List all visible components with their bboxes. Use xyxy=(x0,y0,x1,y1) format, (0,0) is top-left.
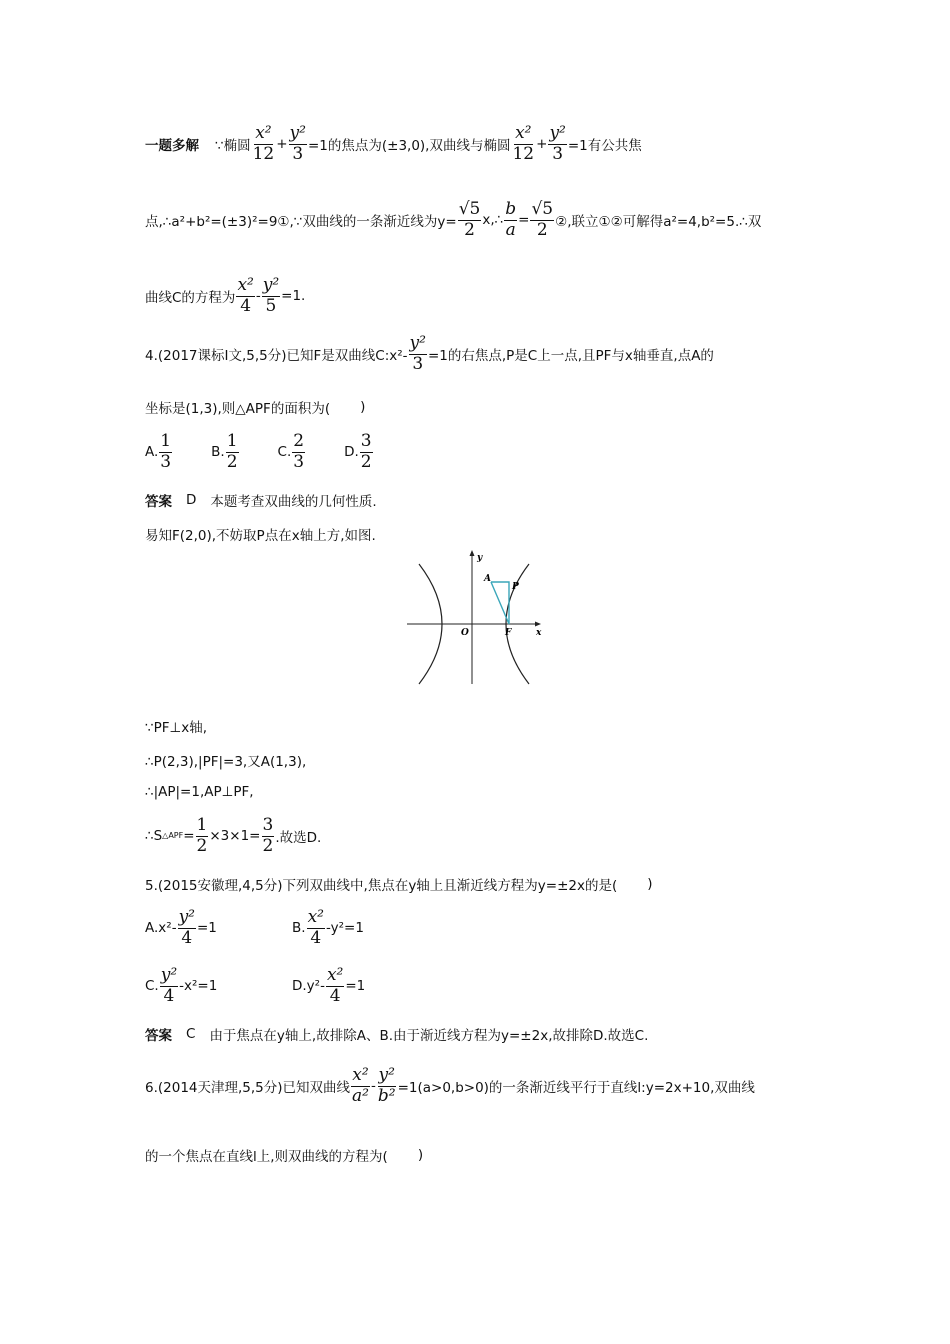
text: = xyxy=(183,828,195,845)
text: 易知F(2,0),不妨取P点在x轴上方,如图. xyxy=(145,528,376,544)
text: ) xyxy=(417,1147,424,1163)
text: - xyxy=(370,1078,376,1095)
text: 坐标是(1,3),则△APF的面积为( xyxy=(145,401,331,417)
q4-step-1 xyxy=(145,716,207,736)
text: + xyxy=(276,136,288,153)
y-axis-arrow xyxy=(470,550,475,556)
text: ) xyxy=(647,876,653,892)
text: x,∴ xyxy=(482,212,504,229)
q5-options-row-2 xyxy=(145,966,365,1006)
fraction: $\frac{\text{x²}}{\text{a²}}$ xyxy=(352,1065,369,1106)
triangle-apf xyxy=(491,582,509,624)
solution-line-3 xyxy=(145,276,305,316)
text: ②,联立①②可解得a²=4,b²=5.∴双 xyxy=(555,214,762,231)
q5-answer xyxy=(145,1024,648,1044)
answer-value: D xyxy=(186,492,197,508)
text: + xyxy=(536,136,548,153)
text: = xyxy=(518,212,530,229)
text: 由于焦点在y轴上,故排除A、B.由于渐近线方程为y=±2x,故排除D.故选C. xyxy=(209,1028,649,1044)
q4-note xyxy=(145,524,376,544)
text: ×3×1= xyxy=(209,828,261,845)
label-f: F xyxy=(505,628,512,638)
hyperbola-figure xyxy=(405,548,547,686)
answer-value: C xyxy=(186,1026,196,1042)
label-a: A xyxy=(484,574,491,584)
fraction: $\frac{\text{y²}}{3}$ xyxy=(549,123,566,164)
q4-stem-line-2 xyxy=(145,397,365,417)
fraction: $\frac{3}{2}$ xyxy=(262,815,274,856)
solution-line-2 xyxy=(145,200,761,240)
option-d: D. $\frac{3}{2}$ xyxy=(344,431,372,472)
option-a: A. $\frac{1}{3}$ xyxy=(145,431,172,472)
q5-options-row-1 xyxy=(145,908,364,948)
text: =1有公共焦 xyxy=(567,138,642,155)
multi-solution-label: 一题多解 xyxy=(145,138,199,155)
label-o: O xyxy=(461,628,469,638)
text: ) xyxy=(360,399,366,415)
text: 的一个焦点在直线l上,则双曲线的方程为( xyxy=(145,1149,388,1165)
q4-answer xyxy=(145,490,377,510)
text: 6.(2014天津理,5,5分)已知双曲线 xyxy=(145,1080,351,1097)
text: 点,∴a²+b²=(±3)²=9①,∵双曲线的一条渐近线为y= xyxy=(145,214,457,231)
fraction: $\frac{b}{a}$ xyxy=(505,199,517,240)
text: =1(a>0,b>0)的一条渐近线平行于直线l:y=2x+10,双曲线 xyxy=(397,1080,755,1097)
fraction: $\frac{\text{y²}}{\text{b²}}$ xyxy=(377,1065,396,1106)
fraction: $\frac{\text{x²}}{12}$ xyxy=(252,123,275,164)
solution-line-1 xyxy=(145,124,642,164)
fraction: $\frac{1}{2}$ xyxy=(196,815,208,856)
q4-step-2 xyxy=(145,750,306,770)
q6-stem xyxy=(145,1066,755,1106)
option-a: A.x²- $\frac{\text{y²}}{4}$ =1 xyxy=(145,907,217,948)
option-b: B. $\frac{\text{x²}}{4}$ -y²=1 xyxy=(292,907,364,948)
q4-stem xyxy=(145,334,714,374)
q4-step-4: ∴S △APF = $\frac{1}{2}$ ×3×1= $\frac{3}{2}$ .故选D. xyxy=(145,815,322,856)
text: ∴P(2,3),|PF|=3,又A(1,3), xyxy=(145,754,307,770)
text: 4.(2017课标Ⅰ文,5,5分)已知F是双曲线C:x²- xyxy=(145,348,408,365)
q6-stem-line-2 xyxy=(145,1145,423,1165)
option-c: C. $\frac{2}{3}$ xyxy=(277,431,305,472)
text: 曲线C的方程为 xyxy=(145,290,236,307)
text: .故选D. xyxy=(275,830,322,847)
text: ∵PF⊥x轴, xyxy=(145,720,208,736)
text: ∴|AP|=1,AP⊥PF, xyxy=(145,784,254,800)
fraction: $\frac{\text{y²}}{3}$ xyxy=(289,123,306,164)
label-x: x xyxy=(536,628,542,638)
fraction: $\frac{\text{y²}}{3}$ xyxy=(409,333,426,374)
option-c: C. $\frac{\text{y²}}{4}$ -x²=1 xyxy=(145,965,218,1006)
text: =1. xyxy=(281,288,306,305)
fraction: $\frac{\text{x²}}{4}$ xyxy=(237,275,254,316)
fraction: $\frac{\text{x²}}{12}$ xyxy=(512,123,535,164)
text: 5.(2015安徽理,4,5分)下列双曲线中,焦点在y轴上且渐近线方程为y=±2x的是( xyxy=(145,878,618,894)
option-b: B. $\frac{1}{2}$ xyxy=(211,431,238,472)
q4-options xyxy=(145,432,374,472)
text: ∵椭圆 xyxy=(215,138,251,155)
label-y: y xyxy=(477,553,483,563)
text: - xyxy=(255,288,261,305)
text: =1的右焦点,P是C上一点,且PF与x轴垂直,点A的 xyxy=(427,348,714,365)
answer-label: 答案 xyxy=(145,1028,172,1044)
text: 本题考查双曲线的几何性质. xyxy=(210,494,377,510)
fraction: $\frac{√5}{2}$ xyxy=(531,199,554,240)
x-axis-arrow xyxy=(535,622,541,627)
option-d: D.y²- $\frac{\text{x²}}{4}$ =1 xyxy=(292,965,366,1006)
fraction: $\frac{\text{y²}}{5}$ xyxy=(262,275,280,316)
fraction: $\frac{√5}{2}$ xyxy=(458,199,481,240)
label-p: P xyxy=(512,582,519,592)
text: =1的焦点为(±3,0),双曲线与椭圆 xyxy=(307,138,511,155)
q4-step-3 xyxy=(145,784,254,800)
text: ∴S xyxy=(145,828,163,845)
answer-label: 答案 xyxy=(145,494,172,510)
q5-stem xyxy=(145,874,653,894)
